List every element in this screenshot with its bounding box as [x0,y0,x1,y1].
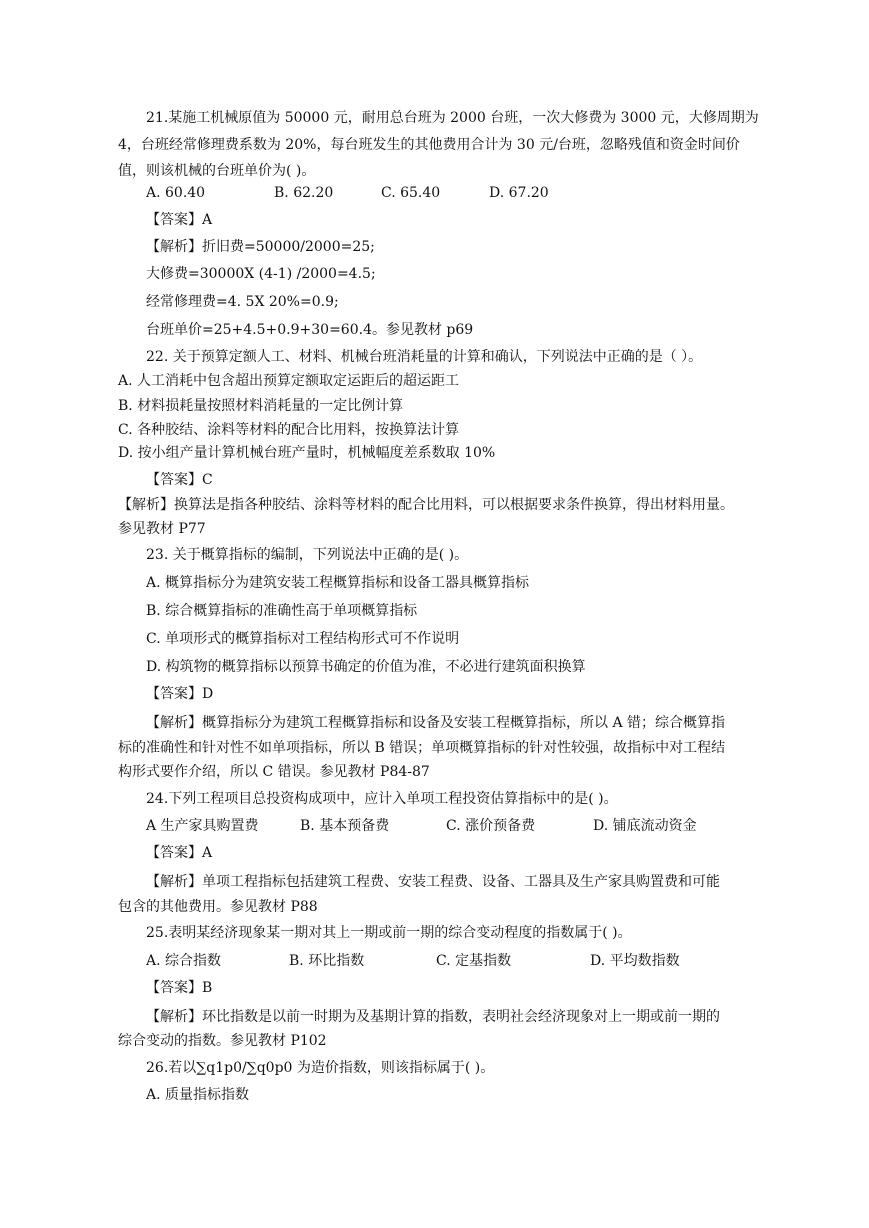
q24-analysis-2: 包含的其他费用。参见教材 P88 [118,899,318,915]
q26-option-a: A. 质量指标指数 [146,1087,250,1103]
q21-analysis-2: 大修费=30000X (4-1) /2000=4.5; [146,266,376,282]
q22-stem: 22. 关于预算定额人工、材料、机械台班消耗量的计算和确认，下列说法中正确的是（ ）。 [146,349,703,365]
q22-option-d: D. 按小组产量计算机械台班产量时，机械幅度差系数取 10% [118,445,496,461]
q24-analysis-1: 【解析】单项工程指标包括建筑工程费、安装工程费、设备、工器具及生产家具购置费和可能 [146,874,720,890]
q23-analysis-1: 【解析】概算指标分为建筑工程概算指标和设备及安装工程概算指标，所以 A 错；综合概算指 [146,715,726,731]
q23-option-b: B. 综合概算指标的准确性高于单项概算指标 [146,603,418,619]
q23-option-c: C. 单项形式的概算指标对工程结构形式可不作说明 [146,631,460,647]
q22-option-b: B. 材料损耗量按照材料消耗量的一定比例计算 [118,398,404,414]
q21-analysis-4: 台班单价=25+4.5+0.9+30=60.4。参见教材 p69 [146,322,474,338]
q22-analysis-1: 【解析】换算法是指各种胶结、涂料等材料的配合比用料，可以根据要求条件换算，得出材料用量。 [118,497,734,513]
q25-option-c: C. 定基指数 [436,953,512,969]
q25-answer: 【答案】B [146,980,213,996]
q24-answer: 【答案】A [146,845,213,861]
q24-option-c: C. 涨价预备费 [446,818,536,834]
q23-option-a: A. 概算指标分为建筑安装工程概算指标和设备工器具概算指标 [146,575,530,591]
q23-analysis-2: 标的准确性和针对性不如单项指标，所以 B 错误；单项概算指标的针对性较强，故指标中对工程结 [118,740,726,756]
q22-option-a: A. 人工消耗中包含超出预算定额取定运距后的超运距工 [118,373,460,389]
q21-answer: 【答案】A [146,212,213,228]
q25-analysis-2: 综合变动的指数。参见教材 P102 [118,1033,327,1049]
q23-option-d: D. 构筑物的概算指标以预算书确定的价值为准，不必进行建筑面积换算 [146,659,586,675]
q22-answer: 【答案】C [146,472,213,488]
q21-option-c: C. 65.40 [381,185,441,201]
q25-option-d: D. 平均数指数 [590,953,680,969]
q25-stem: 25.表明某经济现象某一期对其上一期或前一期的综合变动程度的指数属于( )。 [146,925,632,941]
q21-option-a: A. 60.40 [146,185,206,201]
q23-answer: 【答案】D [146,686,214,702]
q21-stem-line-1: 21.某施工机械原值为 50000 元，耐用总台班为 2000 台班，一次大修费为 3000 元，大修周期为 [146,110,759,126]
q21-analysis-1: 【解析】折旧费=50000/2000=25; [146,239,375,255]
q24-option-d: D. 铺底流动资金 [593,818,697,834]
q23-stem: 23. 关于概算指标的编制，下列说法中正确的是( )。 [146,547,469,563]
q21-option-d: D. 67.20 [489,185,549,201]
q24-stem: 24.下列工程项目总投资构成项中，应计入单项工程投资估算指标中的是( )。 [146,791,618,807]
q24-option-a: A 生产家具购置费 [146,818,259,834]
q21-stem-line-3: 值，则该机械的台班单价为( )。 [118,163,316,179]
q21-analysis-3: 经常修理费=4. 5X 20%=0.9; [146,294,339,310]
q25-option-a: A. 综合指数 [146,953,222,969]
q22-option-c: C. 各种胶结、涂料等材料的配合比用料，按换算法计算 [118,422,460,438]
q24-option-b: B. 基本预备费 [300,818,390,834]
q26-stem: 26.若以∑q1p0/∑q0p0 为造价指数，则该指标属于( )。 [146,1060,495,1076]
q21-stem-line-2: 4，台班经常修理费系数为 20%，每台班发生的其他费用合计为 30 元/台班，忽略残值和资金时间价 [118,137,740,153]
q25-option-b: B. 环比指数 [289,953,365,969]
q23-analysis-3: 构形式要作介绍，所以 C 错误。参见教材 P84-87 [118,764,430,780]
q21-option-b: B. 62.20 [274,185,334,201]
q25-analysis-1: 【解析】环比指数是以前一时期为及基期计算的指数，表明社会经济现象对上一期或前一期的 [146,1009,720,1025]
q22-analysis-2: 参见教材 P77 [118,521,206,537]
